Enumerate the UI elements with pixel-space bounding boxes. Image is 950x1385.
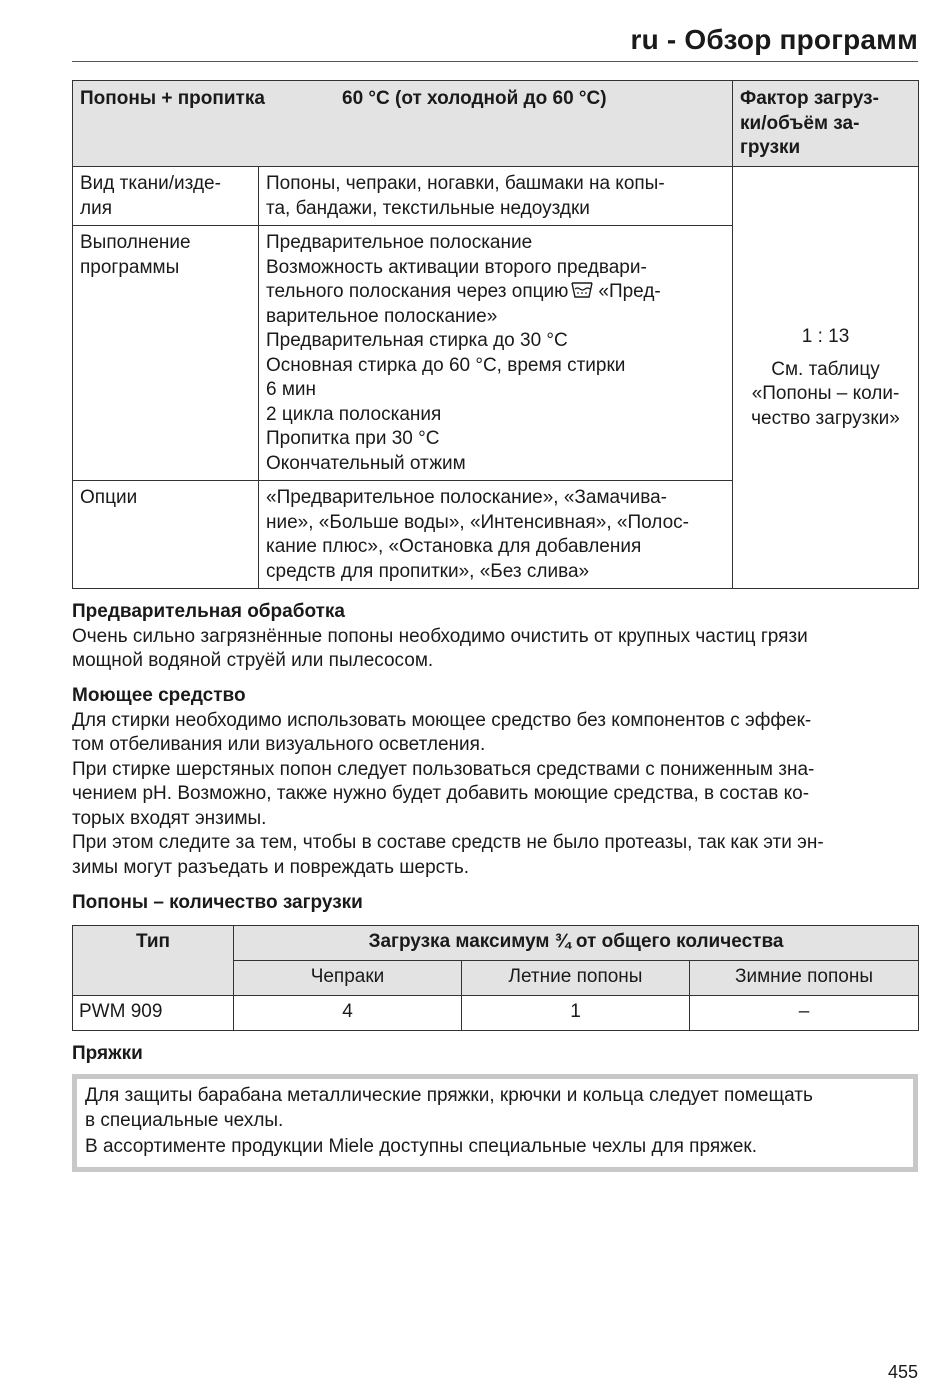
factor-note-line: См. таблицу bbox=[771, 358, 880, 380]
row-content-line-with-icon bbox=[266, 280, 725, 305]
pretreatment-section bbox=[72, 600, 918, 674]
row-content-line: Основная стирка до 60 °C, время стирки bbox=[266, 354, 626, 376]
row-label-line: Выполнение bbox=[80, 232, 191, 253]
buckles-section bbox=[72, 1042, 918, 1067]
row-content-line: варительное полоскание» bbox=[266, 305, 498, 327]
value-cell: 1 bbox=[462, 996, 690, 1031]
paragraph-line: При стирке шерстяных попон следует пользоваться средствами с пониженным зна- bbox=[72, 758, 815, 780]
row-label-line: программы bbox=[80, 256, 180, 278]
row-label-options bbox=[73, 481, 259, 589]
row-content-line: Возможность активации второго предвари- bbox=[266, 256, 647, 278]
buckles-note-box bbox=[72, 1074, 918, 1172]
paragraph-line: чением pH. Возможно, также нужно будет добавить моющие средства, в состав ко- bbox=[72, 783, 810, 804]
row-content-line: Пропитка при 30 °C bbox=[266, 428, 440, 449]
factor-cell bbox=[733, 167, 919, 589]
prewash-icon bbox=[570, 280, 594, 300]
factor-value: 1 : 13 bbox=[801, 326, 850, 347]
row-label-line: Опции bbox=[80, 487, 138, 508]
row-content-line: Окончательный отжим bbox=[266, 452, 466, 474]
row-content-text: «Пред- bbox=[598, 281, 661, 302]
paragraph-line: зимы могут разъедать и повреждать шерсть. bbox=[72, 856, 470, 878]
column-header: Чепраки bbox=[234, 961, 462, 996]
factor-header-cell bbox=[733, 81, 919, 167]
row-content-line: та, бандажи, текстильные недоуздки bbox=[266, 197, 590, 219]
row-content-line: ние», «Больше воды», «Интенсивная», «Полос- bbox=[266, 511, 689, 533]
row-content-line: Предварительное полоскание bbox=[266, 232, 533, 253]
paragraph-line: При этом следите за тем, чтобы в составе средств не было протеазы, так как эти эн- bbox=[72, 832, 824, 853]
header-divider bbox=[72, 61, 918, 62]
value-cell: – bbox=[690, 996, 919, 1031]
detergent-section bbox=[72, 684, 918, 880]
row-content-line: «Предварительное полоскание», «Замачива- bbox=[266, 487, 667, 508]
type-header: Тип bbox=[73, 926, 234, 996]
load-section bbox=[72, 891, 918, 916]
row-content-line: 6 мин bbox=[266, 379, 317, 400]
table-row-fabric bbox=[73, 167, 919, 226]
row-content-line: 2 цикла полоскания bbox=[266, 403, 442, 425]
factor-note-line: чество загрузки» bbox=[751, 407, 900, 429]
page-number: 455 bbox=[887, 1362, 918, 1382]
program-table bbox=[72, 80, 919, 589]
note-line: Для защиты барабана металлические пряжки, крючки и кольца следует помещать bbox=[85, 1085, 813, 1106]
column-header: Зимние попоны bbox=[690, 961, 919, 996]
paragraph-line: торых входят энзимы. bbox=[72, 807, 267, 829]
type-cell: PWM 909 bbox=[73, 996, 234, 1031]
paragraph-line: Очень сильно загрязнённые попоны необходимо очистить от крупных частиц грязи bbox=[72, 625, 808, 647]
row-content-text: тельного полоскания через опцию bbox=[266, 281, 569, 302]
section-heading: Моющее средство bbox=[72, 685, 246, 706]
row-label-line: лия bbox=[80, 197, 112, 219]
factor-header-line: ки/объём за- bbox=[740, 112, 860, 134]
section-heading: Предварительная обработка bbox=[72, 601, 345, 622]
column-header: Летние попоны bbox=[462, 961, 690, 996]
paragraph-line: мощной водяной струёй или пылесосом. bbox=[72, 650, 434, 671]
load-table bbox=[72, 925, 919, 1031]
factor-header-line: грузки bbox=[740, 137, 801, 158]
group-header: Загрузка максимум ¾ от общего количества bbox=[234, 926, 919, 961]
table-row bbox=[73, 996, 919, 1031]
program-temperature: 60 °C (от холодной до 60 °C) bbox=[342, 88, 607, 109]
factor-header-line: Фактор загруз- bbox=[740, 88, 879, 109]
program-header-cell bbox=[73, 81, 733, 167]
page-title: ru - Обзор программ bbox=[630, 24, 918, 55]
row-label-execution bbox=[73, 226, 259, 481]
note-line: в специальные чехлы. bbox=[85, 1109, 284, 1131]
section-heading: Пряжки bbox=[72, 1043, 143, 1064]
row-content-line: кание плюс», «Остановка для добавления bbox=[266, 536, 642, 557]
paragraph-line: том отбеливания или визуального осветления. bbox=[72, 734, 486, 755]
row-content-line: Предварительная стирка до 30 °C bbox=[266, 330, 568, 351]
row-content-fabric bbox=[259, 167, 733, 226]
row-content-line: Попоны, чепраки, ногавки, башмаки на копы- bbox=[266, 173, 665, 194]
value-cell: 4 bbox=[234, 996, 462, 1031]
row-content-line: средств для пропитки», «Без слива» bbox=[266, 560, 590, 582]
factor-note-line: «Попоны – коли- bbox=[751, 383, 900, 404]
row-label-line: Вид ткани/изде- bbox=[80, 173, 221, 194]
program-name: Попоны + пропитка bbox=[80, 88, 265, 109]
program-table-header bbox=[73, 81, 919, 167]
load-table-header-row bbox=[73, 926, 919, 961]
paragraph-line: Для стирки необходимо использовать моющее средство без компонентов с эффек- bbox=[72, 709, 812, 731]
row-content-execution bbox=[259, 226, 733, 481]
note-line: В ассортименте продукции Miele доступны специальные чехлы для пряжек. bbox=[85, 1136, 757, 1157]
section-heading: Попоны – количество загрузки bbox=[72, 892, 363, 913]
row-label-fabric bbox=[73, 167, 259, 226]
row-content-options bbox=[259, 481, 733, 589]
